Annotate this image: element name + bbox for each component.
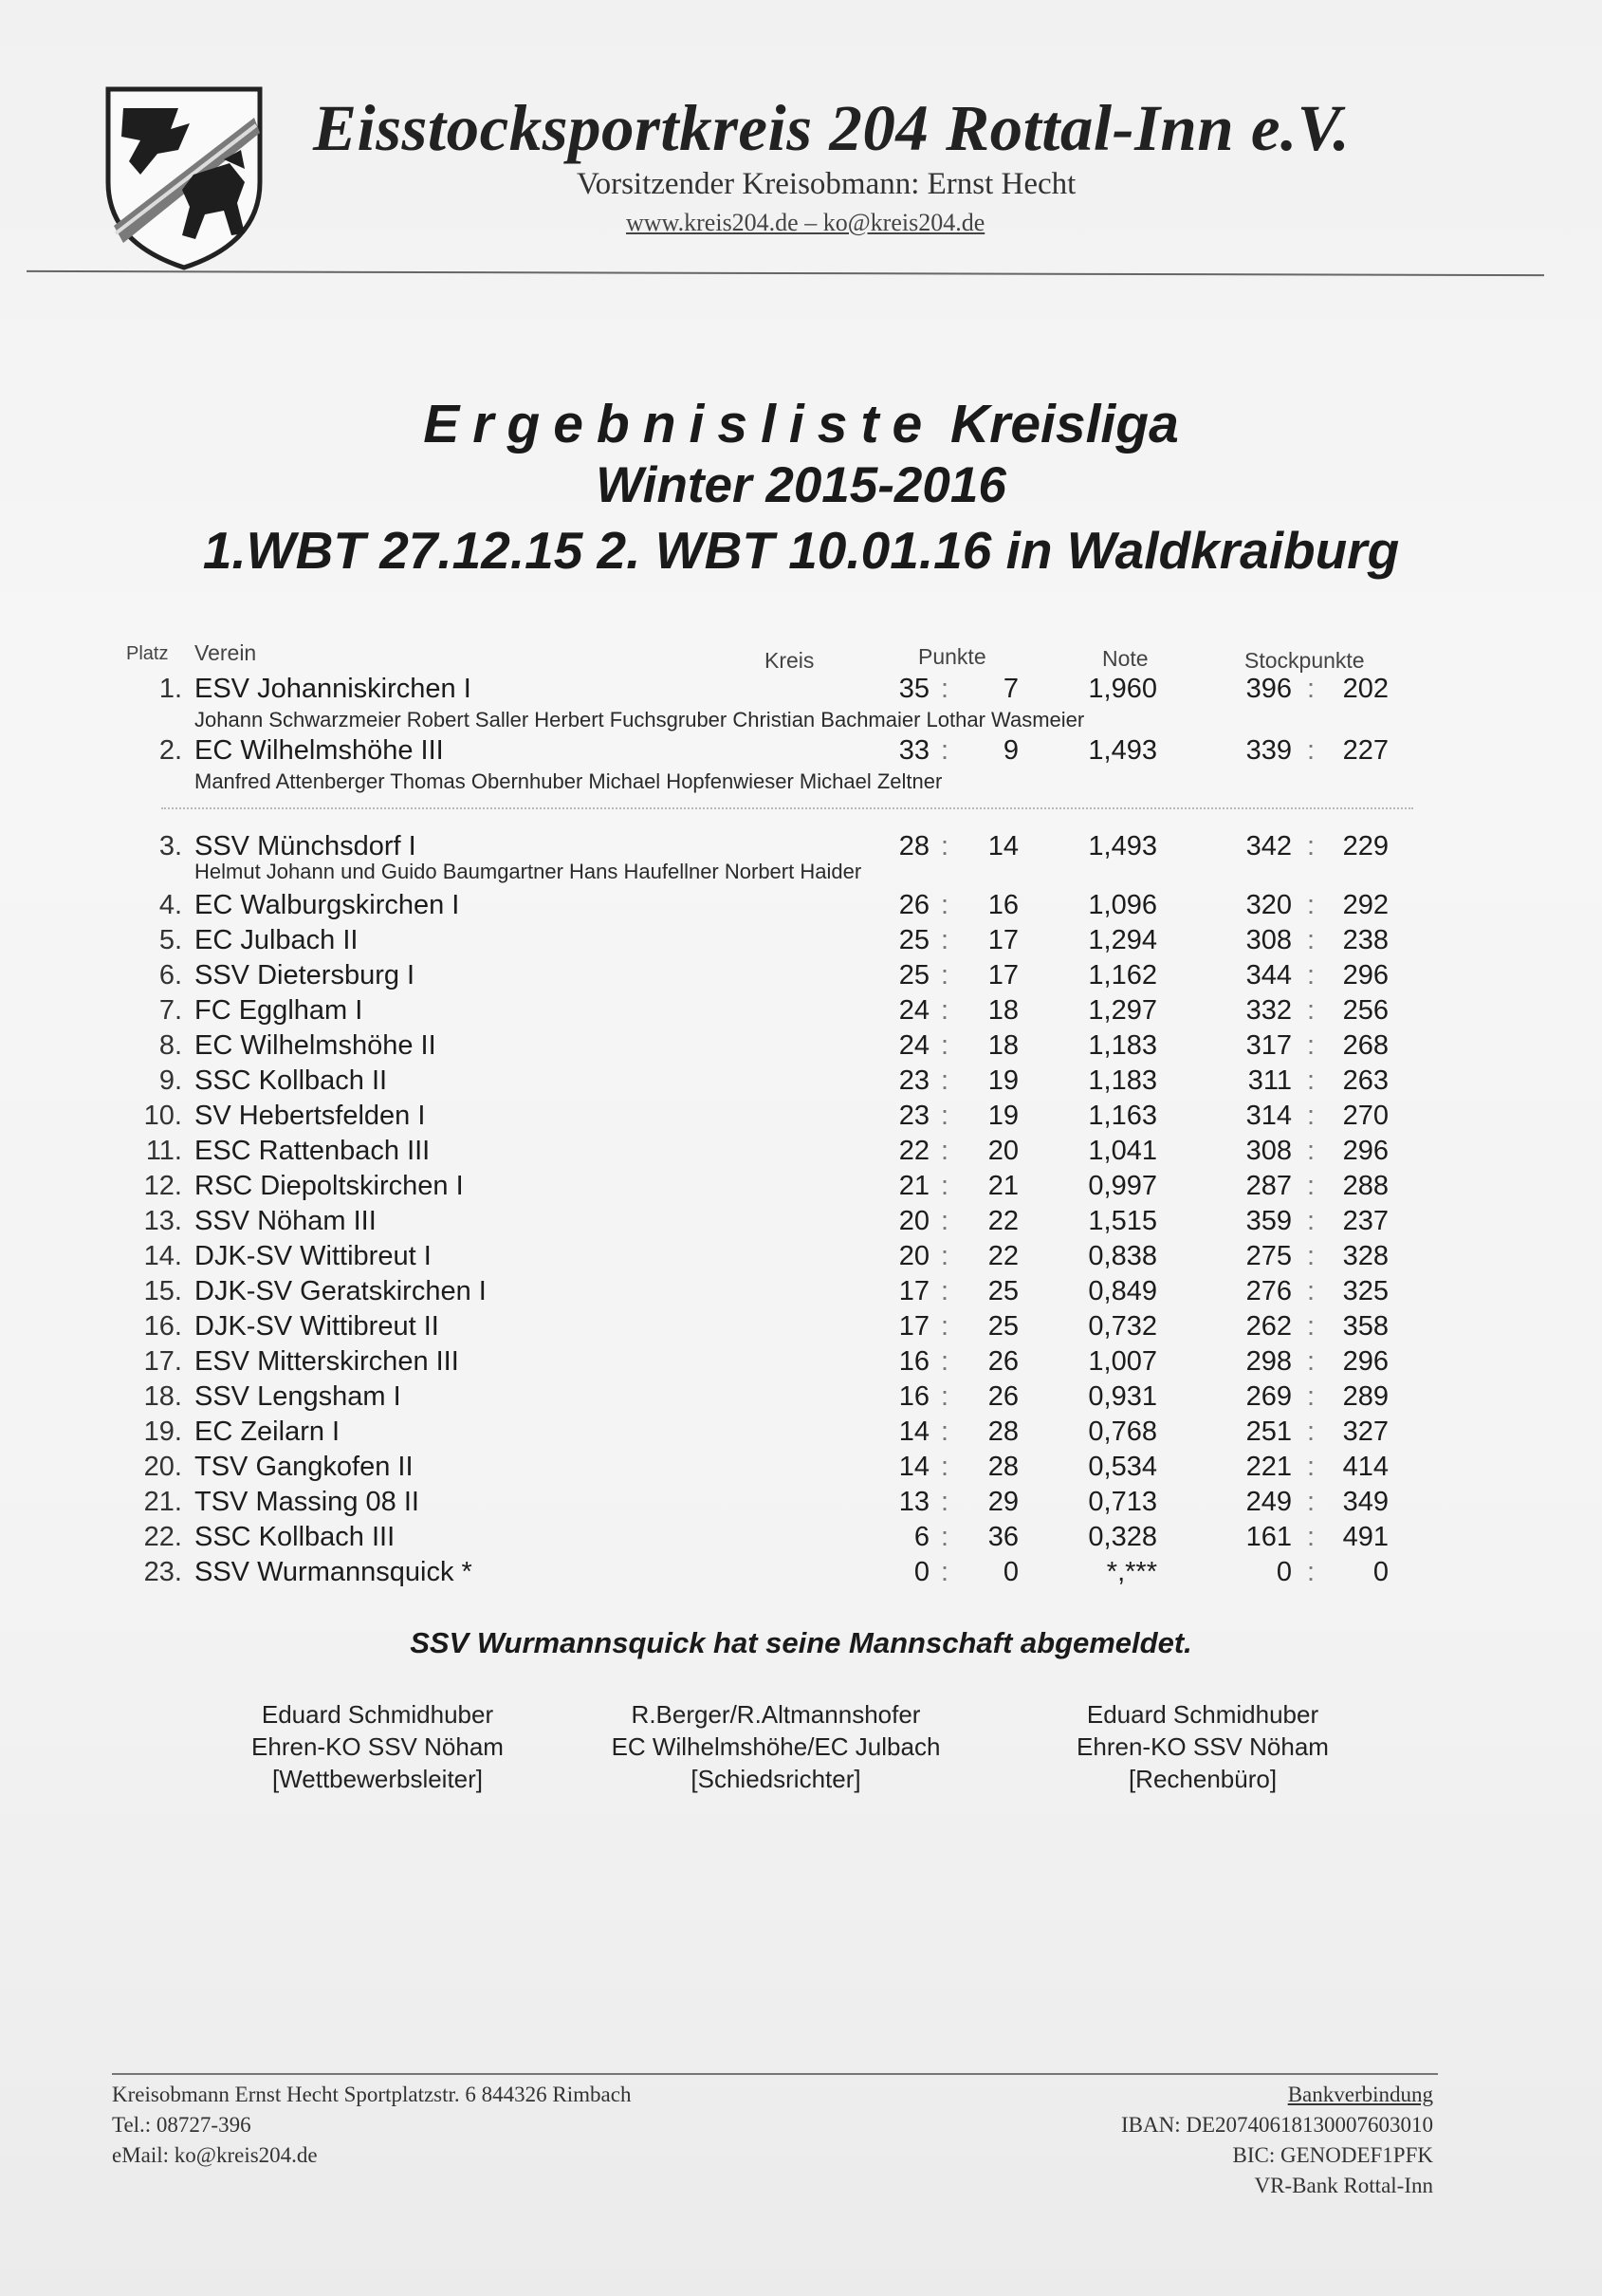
players-team-3: Helmut Johann und Guido Baumgartner Hans Haufellner Norbert Haider — [194, 860, 862, 883]
club-crest-logo — [102, 83, 266, 271]
row-stockpunkte-plus: 396 — [1245, 674, 1292, 704]
row-punkte-plus: 25 — [898, 960, 930, 991]
row-punkte-plus: 14 — [898, 1452, 930, 1482]
row-stockpunkte-plus: 262 — [1245, 1311, 1292, 1342]
row-stockpunkte-minus: 202 — [1342, 674, 1389, 704]
row-platz: 20. — [143, 1452, 182, 1482]
row-stockpunkte-minus: 288 — [1342, 1171, 1389, 1201]
stockpunkte-separator: : — [1307, 1136, 1316, 1166]
punkte-separator: : — [941, 1381, 949, 1412]
row-punkte-minus: 28 — [987, 1416, 1019, 1447]
punkte-separator: : — [941, 1136, 949, 1166]
row-note: 1,183 — [1088, 1030, 1157, 1061]
col-header-kreis: Kreis — [764, 648, 815, 673]
row-verein: SSV Wurmannsquick * — [194, 1557, 472, 1587]
row-verein: EC Walburgskirchen I — [194, 890, 460, 920]
row-punkte-minus: 16 — [987, 890, 1019, 920]
row-stockpunkte-plus: 308 — [1245, 925, 1292, 955]
row-platz: 13. — [143, 1206, 182, 1236]
row-stockpunkte-minus: 227 — [1342, 735, 1389, 766]
footer-contact — [112, 2080, 631, 2171]
row-stockpunkte-minus: 296 — [1342, 1136, 1389, 1166]
row-note: 1,183 — [1088, 1065, 1157, 1096]
row-platz: 1. — [158, 674, 182, 704]
footer-bank-name: VR-Bank Rottal-Inn — [1254, 2174, 1433, 2197]
table-row — [0, 1557, 1602, 1593]
row-verein: SSV Münchsdorf I — [194, 831, 416, 861]
stockpunkte-separator: : — [1307, 960, 1316, 991]
row-verein: SSV Dietersburg I — [194, 960, 415, 991]
row-punkte-plus: 25 — [898, 925, 930, 955]
punkte-separator: : — [941, 1416, 949, 1447]
signature-name: Eduard Schmidhuber — [261, 1700, 494, 1729]
row-punkte-minus: 22 — [987, 1241, 1019, 1271]
col-header-punkte: Punkte — [918, 644, 986, 669]
row-stockpunkte-plus: 359 — [1245, 1206, 1292, 1236]
row-punkte-plus: 16 — [898, 1346, 930, 1377]
row-stockpunkte-minus: 270 — [1342, 1101, 1389, 1131]
table-row — [0, 1311, 1602, 1347]
stockpunkte-separator: : — [1307, 1065, 1316, 1096]
footer-bank-label: Bankverbindung — [1287, 2083, 1433, 2106]
punkte-separator: : — [941, 1206, 949, 1236]
row-stockpunkte-minus: 296 — [1342, 960, 1389, 991]
signature-block-1 — [178, 1698, 577, 1795]
row-stockpunkte-plus: 161 — [1245, 1522, 1292, 1552]
row-punkte-minus: 18 — [987, 1030, 1019, 1061]
row-stockpunkte-plus: 221 — [1245, 1452, 1292, 1482]
row-punkte-minus: 0 — [1003, 1557, 1019, 1587]
row-verein: EC Wilhelmshöhe II — [194, 1030, 436, 1061]
row-stockpunkte-plus: 276 — [1245, 1276, 1292, 1306]
punkte-separator: : — [941, 1241, 949, 1271]
row-punkte-plus: 26 — [898, 890, 930, 920]
signature-block-2 — [577, 1698, 975, 1795]
row-platz: 23. — [143, 1557, 182, 1587]
row-platz: 21. — [143, 1487, 182, 1517]
title-line-3: 1.WBT 27.12.15 2. WBT 10.01.16 in Waldkraiburg — [202, 521, 1400, 580]
table-row — [0, 925, 1602, 961]
table-row — [0, 960, 1602, 996]
table-row — [0, 1522, 1602, 1558]
row-note: 1,493 — [1088, 735, 1157, 766]
punkte-separator: : — [941, 1276, 949, 1306]
punkte-separator: : — [941, 1171, 949, 1201]
row-note: 1,162 — [1088, 960, 1157, 991]
row-stockpunkte-minus: 491 — [1342, 1522, 1389, 1552]
row-platz: 6. — [158, 960, 182, 991]
footer-address: Kreisobmann Ernst Hecht Sportplatzstr. 6 844326 Rimbach — [112, 2083, 632, 2106]
row-punkte-minus: 26 — [987, 1381, 1019, 1412]
row-punkte-minus: 29 — [987, 1487, 1019, 1517]
row-stockpunkte-minus: 256 — [1342, 995, 1389, 1026]
row-note: 1,493 — [1088, 831, 1157, 861]
stockpunkte-separator: : — [1307, 890, 1316, 920]
stockpunkte-separator: : — [1307, 1206, 1316, 1236]
row-stockpunkte-plus: 298 — [1245, 1346, 1292, 1377]
row-punkte-plus: 13 — [898, 1487, 930, 1517]
signature-role: [Rechenbüro] — [1128, 1765, 1278, 1793]
chairman-line: Vorsitzender Kreisobmann: Ernst Hecht — [577, 167, 1077, 201]
row-note: 1,515 — [1088, 1206, 1157, 1236]
col-header-verein: Verein — [194, 640, 257, 665]
row-platz: 11. — [145, 1136, 182, 1166]
row-stockpunkte-minus: 349 — [1342, 1487, 1389, 1517]
row-punkte-minus: 9 — [1003, 735, 1019, 766]
stockpunkte-separator: : — [1307, 1030, 1316, 1061]
row-stockpunkte-minus: 289 — [1342, 1381, 1389, 1412]
row-punkte-minus: 36 — [987, 1522, 1019, 1552]
punkte-separator: : — [941, 1311, 949, 1342]
row-verein: FC Egglham I — [194, 995, 363, 1026]
row-punkte-plus: 24 — [898, 995, 930, 1026]
row-verein: SSC Kollbach III — [194, 1522, 396, 1552]
header-divider — [27, 270, 1544, 276]
row-punkte-minus: 22 — [987, 1206, 1019, 1236]
table-row — [0, 674, 1602, 710]
row-verein: SV Hebertsfelden I — [194, 1101, 426, 1131]
row-platz: 9. — [158, 1065, 182, 1096]
punkte-separator: : — [941, 735, 949, 766]
row-verein: DJK-SV Geratskirchen I — [194, 1276, 487, 1306]
table-row — [0, 1276, 1602, 1312]
row-platz: 5. — [158, 925, 182, 955]
row-verein: TSV Gangkofen II — [194, 1452, 414, 1482]
organization-name: Eisstocksportkreis 204 Rottal-Inn e.V. — [313, 92, 1351, 164]
signature-name: Eduard Schmidhuber — [1086, 1700, 1319, 1729]
signature-club: Ehren-KO SSV Nöham — [251, 1732, 504, 1761]
row-punkte-minus: 14 — [987, 831, 1019, 861]
punkte-separator: : — [941, 831, 949, 861]
row-punkte-minus: 20 — [987, 1136, 1019, 1166]
row-verein: EC Wilhelmshöhe III — [194, 735, 444, 766]
row-punkte-minus: 18 — [987, 995, 1019, 1026]
row-punkte-plus: 20 — [898, 1241, 930, 1271]
footer-divider — [112, 2073, 1438, 2075]
row-verein: SSV Lengsham I — [194, 1381, 401, 1412]
footer-bank — [1121, 2080, 1433, 2201]
title-kreisliga: Kreisliga — [950, 394, 1179, 454]
punkte-separator: : — [941, 1101, 949, 1131]
row-stockpunkte-plus: 314 — [1245, 1101, 1292, 1131]
stockpunkte-separator: : — [1307, 1416, 1316, 1447]
stockpunkte-separator: : — [1307, 1452, 1316, 1482]
row-stockpunkte-plus: 339 — [1245, 735, 1292, 766]
table-row — [0, 1416, 1602, 1453]
row-note: 0,849 — [1088, 1276, 1157, 1306]
row-platz: 18. — [143, 1381, 182, 1412]
row-platz: 19. — [143, 1416, 182, 1447]
row-punkte-plus: 23 — [898, 1065, 930, 1096]
punkte-separator: : — [941, 995, 949, 1026]
table-row — [0, 1381, 1602, 1417]
stockpunkte-separator: : — [1307, 735, 1316, 766]
row-platz: 16. — [143, 1311, 182, 1342]
stockpunkte-separator: : — [1307, 1101, 1316, 1131]
row-verein: EC Zeilarn I — [194, 1416, 341, 1447]
row-punkte-plus: 17 — [898, 1311, 930, 1342]
row-stockpunkte-plus: 249 — [1245, 1487, 1292, 1517]
row-platz: 12. — [143, 1171, 182, 1201]
punkte-separator: : — [941, 1557, 949, 1587]
row-stockpunkte-plus: 308 — [1245, 1136, 1292, 1166]
punkte-separator: : — [941, 1522, 949, 1552]
signature-block-3 — [1004, 1698, 1402, 1795]
players-team-1: Johann Schwarzmeier Robert Saller Herbert Fuchsgruber Christian Bachmaier Lothar Wasmeier — [194, 708, 1085, 731]
row-stockpunkte-plus: 332 — [1245, 995, 1292, 1026]
stockpunkte-separator: : — [1307, 1557, 1316, 1587]
row-stockpunkte-minus: 237 — [1342, 1206, 1389, 1236]
row-punkte-minus: 25 — [987, 1311, 1019, 1342]
stockpunkte-separator: : — [1307, 995, 1316, 1026]
stockpunkte-separator: : — [1307, 1381, 1316, 1412]
row-punkte-minus: 19 — [987, 1101, 1019, 1131]
row-platz: 7. — [158, 995, 182, 1026]
punkte-separator: : — [941, 1487, 949, 1517]
row-verein: ESC Rattenbach III — [194, 1136, 431, 1166]
row-punkte-plus: 20 — [898, 1206, 930, 1236]
row-verein: TSV Massing 08 II — [194, 1487, 419, 1517]
row-punkte-minus: 21 — [987, 1171, 1019, 1201]
signature-role: [Schiedsrichter] — [691, 1765, 861, 1793]
title-line-1 — [0, 393, 1602, 455]
row-stockpunkte-minus: 292 — [1342, 890, 1389, 920]
punkte-separator: : — [941, 1030, 949, 1061]
row-punkte-plus: 17 — [898, 1276, 930, 1306]
punkte-separator: : — [941, 674, 949, 704]
row-stockpunkte-plus: 287 — [1245, 1171, 1292, 1201]
row-stockpunkte-minus: 328 — [1342, 1241, 1389, 1271]
row-verein: DJK-SV Wittibreut II — [194, 1311, 439, 1342]
row-stockpunkte-minus: 0 — [1372, 1557, 1389, 1587]
row-punkte-plus: 22 — [898, 1136, 930, 1166]
players-team-2: Manfred Attenberger Thomas Obernhuber Michael Hopfenwieser Michael Zeltner — [194, 769, 943, 793]
row-stockpunkte-minus: 414 — [1342, 1452, 1389, 1482]
stockpunkte-separator: : — [1307, 925, 1316, 955]
stockpunkte-separator: : — [1307, 1171, 1316, 1201]
row-punkte-plus: 6 — [913, 1522, 930, 1552]
col-header-stockpunkte: Stockpunkte — [1244, 648, 1365, 673]
table-row — [0, 995, 1602, 1031]
row-punkte-plus: 0 — [913, 1557, 930, 1587]
row-stockpunkte-minus: 238 — [1342, 925, 1389, 955]
row-note: 0,328 — [1088, 1522, 1157, 1552]
row-stockpunkte-plus: 344 — [1245, 960, 1292, 991]
row-verein: DJK-SV Wittibreut I — [194, 1241, 432, 1271]
row-note: 1,163 — [1088, 1101, 1157, 1131]
table-row — [0, 1452, 1602, 1488]
row-note: 1,007 — [1088, 1346, 1157, 1377]
row-verein: EC Julbach II — [194, 925, 359, 955]
row-stockpunkte-plus: 0 — [1276, 1557, 1292, 1587]
row-note: 1,297 — [1088, 995, 1157, 1026]
promotion-divider — [161, 807, 1413, 809]
row-punkte-plus: 23 — [898, 1101, 930, 1131]
col-header-note: Note — [1102, 646, 1149, 671]
stockpunkte-separator: : — [1307, 1241, 1316, 1271]
footer-iban: IBAN: DE20740618130007603010 — [1120, 2113, 1433, 2137]
row-punkte-plus: 28 — [898, 831, 930, 861]
table-row — [0, 890, 1602, 926]
row-punkte-minus: 19 — [987, 1065, 1019, 1096]
row-stockpunkte-minus: 327 — [1342, 1416, 1389, 1447]
row-note: 0,997 — [1088, 1171, 1157, 1201]
row-punkte-minus: 17 — [987, 960, 1019, 991]
row-punkte-minus: 17 — [987, 925, 1019, 955]
row-punkte-plus: 16 — [898, 1381, 930, 1412]
row-note: 0,768 — [1088, 1416, 1157, 1447]
table-row — [0, 1346, 1602, 1382]
row-punkte-minus: 26 — [987, 1346, 1019, 1377]
stockpunkte-separator: : — [1307, 1276, 1316, 1306]
table-row — [0, 735, 1602, 771]
punkte-separator: : — [941, 960, 949, 991]
footer-email: eMail: ko@kreis204.de — [112, 2143, 318, 2167]
stockpunkte-separator: : — [1307, 1346, 1316, 1377]
row-stockpunkte-plus: 320 — [1245, 890, 1292, 920]
row-stockpunkte-minus: 296 — [1342, 1346, 1389, 1377]
row-stockpunkte-minus: 358 — [1342, 1311, 1389, 1342]
signature-club: EC Wilhelmshöhe/EC Julbach — [611, 1732, 941, 1761]
row-platz: 3. — [158, 831, 182, 861]
signature-role: [Wettbewerbsleiter] — [271, 1765, 484, 1793]
table-row — [0, 1487, 1602, 1523]
row-note: 0,931 — [1088, 1381, 1157, 1412]
row-note: 0,732 — [1088, 1311, 1157, 1342]
signature-name: R.Berger/R.Altmannshofer — [631, 1700, 921, 1729]
row-punkte-plus: 24 — [898, 1030, 930, 1061]
footer-tel: Tel.: 08727-396 — [112, 2113, 251, 2137]
row-verein: SSV Nöham III — [194, 1206, 377, 1236]
row-note: 1,294 — [1088, 925, 1157, 955]
row-stockpunkte-minus: 325 — [1342, 1276, 1389, 1306]
row-note: 1,041 — [1088, 1136, 1157, 1166]
row-stockpunkte-plus: 311 — [1247, 1065, 1292, 1096]
row-platz: 10. — [143, 1101, 182, 1131]
row-stockpunkte-plus: 275 — [1245, 1241, 1292, 1271]
row-note: *,*** — [1106, 1557, 1157, 1587]
row-punkte-minus: 7 — [1003, 674, 1019, 704]
row-stockpunkte-plus: 251 — [1245, 1416, 1292, 1447]
row-punkte-minus: 28 — [987, 1452, 1019, 1482]
footer-bic: BIC: GENODEF1PFK — [1232, 2143, 1433, 2167]
row-stockpunkte-minus: 229 — [1342, 831, 1389, 861]
row-note: 0,713 — [1088, 1487, 1157, 1517]
row-platz: 15. — [143, 1276, 182, 1306]
title-line-2: Winter 2015-2016 — [596, 457, 1006, 513]
row-verein: RSC Diepoltskirchen I — [194, 1171, 464, 1201]
website-email-line: www.kreis204.de – ko@kreis204.de — [626, 209, 985, 236]
punkte-separator: : — [941, 890, 949, 920]
row-platz: 17. — [143, 1346, 182, 1377]
row-platz: 8. — [158, 1030, 182, 1061]
row-note: 0,534 — [1088, 1452, 1157, 1482]
title-ergebnisliste: Ergebnisliste — [423, 394, 936, 454]
punkte-separator: : — [941, 1346, 949, 1377]
row-note: 0,838 — [1088, 1241, 1157, 1271]
row-stockpunkte-plus: 342 — [1245, 831, 1292, 861]
row-stockpunkte-minus: 268 — [1342, 1030, 1389, 1061]
table-row — [0, 1136, 1602, 1172]
row-punkte-plus: 33 — [898, 735, 930, 766]
punkte-separator: : — [941, 1452, 949, 1482]
row-stockpunkte-plus: 269 — [1245, 1381, 1292, 1412]
row-verein: SSC Kollbach II — [194, 1065, 388, 1096]
row-verein: ESV Johanniskirchen I — [194, 674, 471, 704]
row-platz: 2. — [158, 735, 182, 766]
row-punkte-plus: 35 — [898, 674, 930, 704]
row-stockpunkte-minus: 263 — [1342, 1065, 1389, 1096]
signature-club: Ehren-KO SSV Nöham — [1077, 1732, 1329, 1761]
stockpunkte-separator: : — [1307, 1311, 1316, 1342]
table-row — [0, 1101, 1602, 1137]
table-row — [0, 1241, 1602, 1277]
row-stockpunkte-plus: 317 — [1245, 1030, 1292, 1061]
row-note: 1,960 — [1088, 674, 1157, 704]
row-platz: 14. — [143, 1241, 182, 1271]
table-row — [0, 1030, 1602, 1066]
row-verein: ESV Mitterskirchen III — [194, 1346, 459, 1377]
row-punkte-plus: 21 — [898, 1171, 930, 1201]
table-row — [0, 1206, 1602, 1242]
row-punkte-minus: 25 — [987, 1276, 1019, 1306]
punkte-separator: : — [941, 1065, 949, 1096]
col-header-platz: Platz — [126, 643, 169, 664]
row-platz: 4. — [158, 890, 182, 920]
stockpunkte-separator: : — [1307, 1487, 1316, 1517]
row-punkte-plus: 14 — [898, 1416, 930, 1447]
row-platz: 22. — [143, 1522, 182, 1552]
row-note: 1,096 — [1088, 890, 1157, 920]
table-row — [0, 1171, 1602, 1207]
punkte-separator: : — [941, 925, 949, 955]
withdrawal-notice: SSV Wurmannsquick hat seine Mannschaft abgemeldet. — [410, 1626, 1192, 1659]
stockpunkte-separator: : — [1307, 674, 1316, 704]
stockpunkte-separator: : — [1307, 1522, 1316, 1552]
table-row — [0, 1065, 1602, 1102]
stockpunkte-separator: : — [1307, 831, 1316, 861]
